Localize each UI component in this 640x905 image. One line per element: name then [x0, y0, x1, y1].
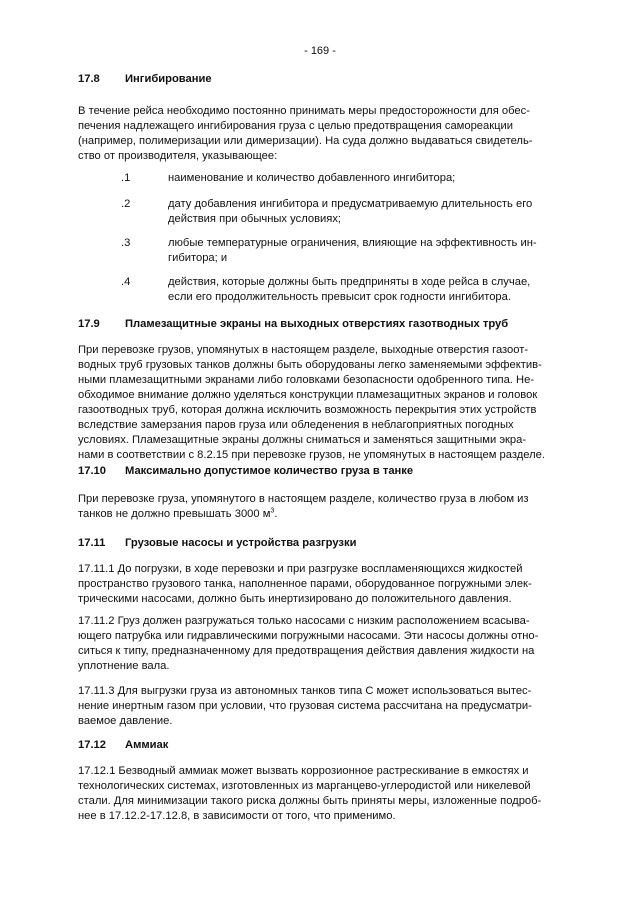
text-line: действия при обычных условиях;: [168, 213, 342, 225]
section-heading-17-9: [78, 317, 565, 332]
text-line: ными пламезащитными экранами либо головками безопасности одобренного типа. Не-: [78, 374, 535, 386]
text-line: [78, 507, 565, 522]
section-title: Максимально допустимое количество груза в танке: [125, 465, 414, 477]
text-line: ситься к типу, предназначенному для предотвращения действия давления жидкости на: [78, 645, 535, 657]
text-line: При перевозке груза, упомянутого в настоящем разделе, количество груза в любом из: [78, 493, 529, 505]
text-line: трическими насосами, должно быть инертизировано до положительного давления.: [78, 593, 512, 605]
text-line: нение инертным газом при условии, что грузовая система рассчитана на предусматри-: [78, 700, 532, 712]
text-line: ство от производителя, указывающее:: [78, 150, 278, 162]
list-item-number: .1: [121, 172, 131, 184]
text-line: любые температурные ограничения, влияющие на эффективность ин-: [168, 237, 537, 249]
text-line: 17.11.3 Для выгрузки груза из автономных танков типа С может использоваться вытес-: [78, 685, 532, 697]
text-line: гибитора; и: [168, 252, 228, 264]
text-line: ющего патрубка или гидравлическими погружными насосами. Эти насосы должны отно-: [78, 630, 539, 642]
text-line: условиях. Пламезащитные экраны должны сниматься и заменяться защитными экра-: [78, 434, 527, 446]
paragraph-17-11-1: [78, 562, 565, 607]
paragraph-17-8-intro: [78, 104, 565, 164]
text-line: дату добавления ингибитора и предусматриваемую длительность его: [168, 198, 533, 210]
text-line: нее в 17.12.2-17.12.8, в зависимости от того, что применимо.: [78, 810, 396, 822]
text-line: В течение рейса необходимо постоянно принимать меры предосторожности для обес-: [78, 105, 530, 117]
text-line: уплотнение вала.: [78, 660, 170, 672]
list-item-number: .3: [121, 237, 131, 249]
text-line: (например, полимеризации или димеризации). На суда должно выдаваться свидетель-: [78, 135, 533, 147]
text-line: газоотводных труб, которая должна исключить возможность перекрытия этих устройств: [78, 404, 537, 416]
text-line: обходимое внимание должно уделяться конструкции пламезащитных экранов и головок: [78, 389, 538, 401]
text-line: технологических системах, изготовленных из марганцево-углеродистой или никелевой: [78, 780, 531, 792]
text-line: стали. Для минимизации такого риска должны быть приняты меры, изложенные подроб-: [78, 795, 542, 807]
section-number: 17.10: [78, 465, 106, 477]
text-line: печения надлежащего ингибирования груза с целью предотвращения самореакции: [78, 120, 514, 132]
paragraph-17-10: [78, 492, 565, 522]
section-heading-17-8: [78, 72, 565, 87]
section-title: Пламезащитные экраны на выходных отверстиях газотводных труб: [125, 318, 509, 330]
section-heading-17-10: [78, 464, 565, 479]
text-fragment: .: [274, 508, 278, 520]
text-fragment: танков не должно превышать 3000 м: [78, 508, 271, 520]
text-line: При перевозке грузов, упомянутых в настоящем разделе, выходные отверстия газоот-: [78, 344, 529, 356]
list-item-number: .2: [121, 198, 131, 210]
text-line: вследствие замерзания паров груза или обледенения в неблагоприятных погодных: [78, 419, 514, 431]
text-line: 17.11.1 До погрузки, в ходе перевозки и при разгрузке воспламеняющихся жидкостей: [78, 563, 523, 575]
section-title: Аммиак: [125, 739, 169, 751]
text-line: 17.11.2 Груз должен разгружаться только насосами с низким расположением всасыва-: [78, 615, 530, 627]
paragraph-17-11-3: [78, 684, 565, 729]
section-number: 17.12: [78, 739, 106, 751]
paragraph-17-11-2: [78, 614, 565, 674]
list-item-number: .4: [121, 276, 131, 288]
text-line: нами в соответствии с 8.2.15 при перевозке грузов, не упомянутых в настоящем разделе.: [78, 449, 545, 461]
text-line: ваемое давление.: [78, 715, 173, 727]
text-line: действия, которые должны быть предприняты в ходе рейса в случае,: [168, 276, 531, 288]
section-number: 17.11: [78, 537, 106, 549]
superscript: 3: [270, 507, 275, 515]
section-number: 17.9: [78, 318, 100, 330]
section-title: Ингибирование: [125, 73, 212, 85]
page-number: - 169 -: [304, 45, 336, 57]
paragraph-17-12-1: [78, 764, 565, 824]
text-line: если его продолжительность превысит срок годности ингибитора.: [168, 291, 511, 303]
text-line: наименование и количество добавленного ингибитора;: [168, 172, 456, 184]
text-line: пространство грузового танка, наполненное парами, оборудованное погружными элек-: [78, 578, 532, 590]
section-heading-17-12: [78, 738, 565, 753]
paragraph-17-9: [78, 343, 565, 463]
text-line: водных труб грузовых танков должны быть оборудованы легко заменяемыми эффектив-: [78, 359, 542, 371]
section-heading-17-11: [78, 536, 565, 551]
section-title: Грузовые насосы и устройства разгрузки: [125, 537, 357, 549]
section-number: 17.8: [78, 73, 100, 85]
text-line: 17.12.1 Безводный аммиак может вызвать коррозионное растрескивание в емкостях и: [78, 765, 529, 777]
